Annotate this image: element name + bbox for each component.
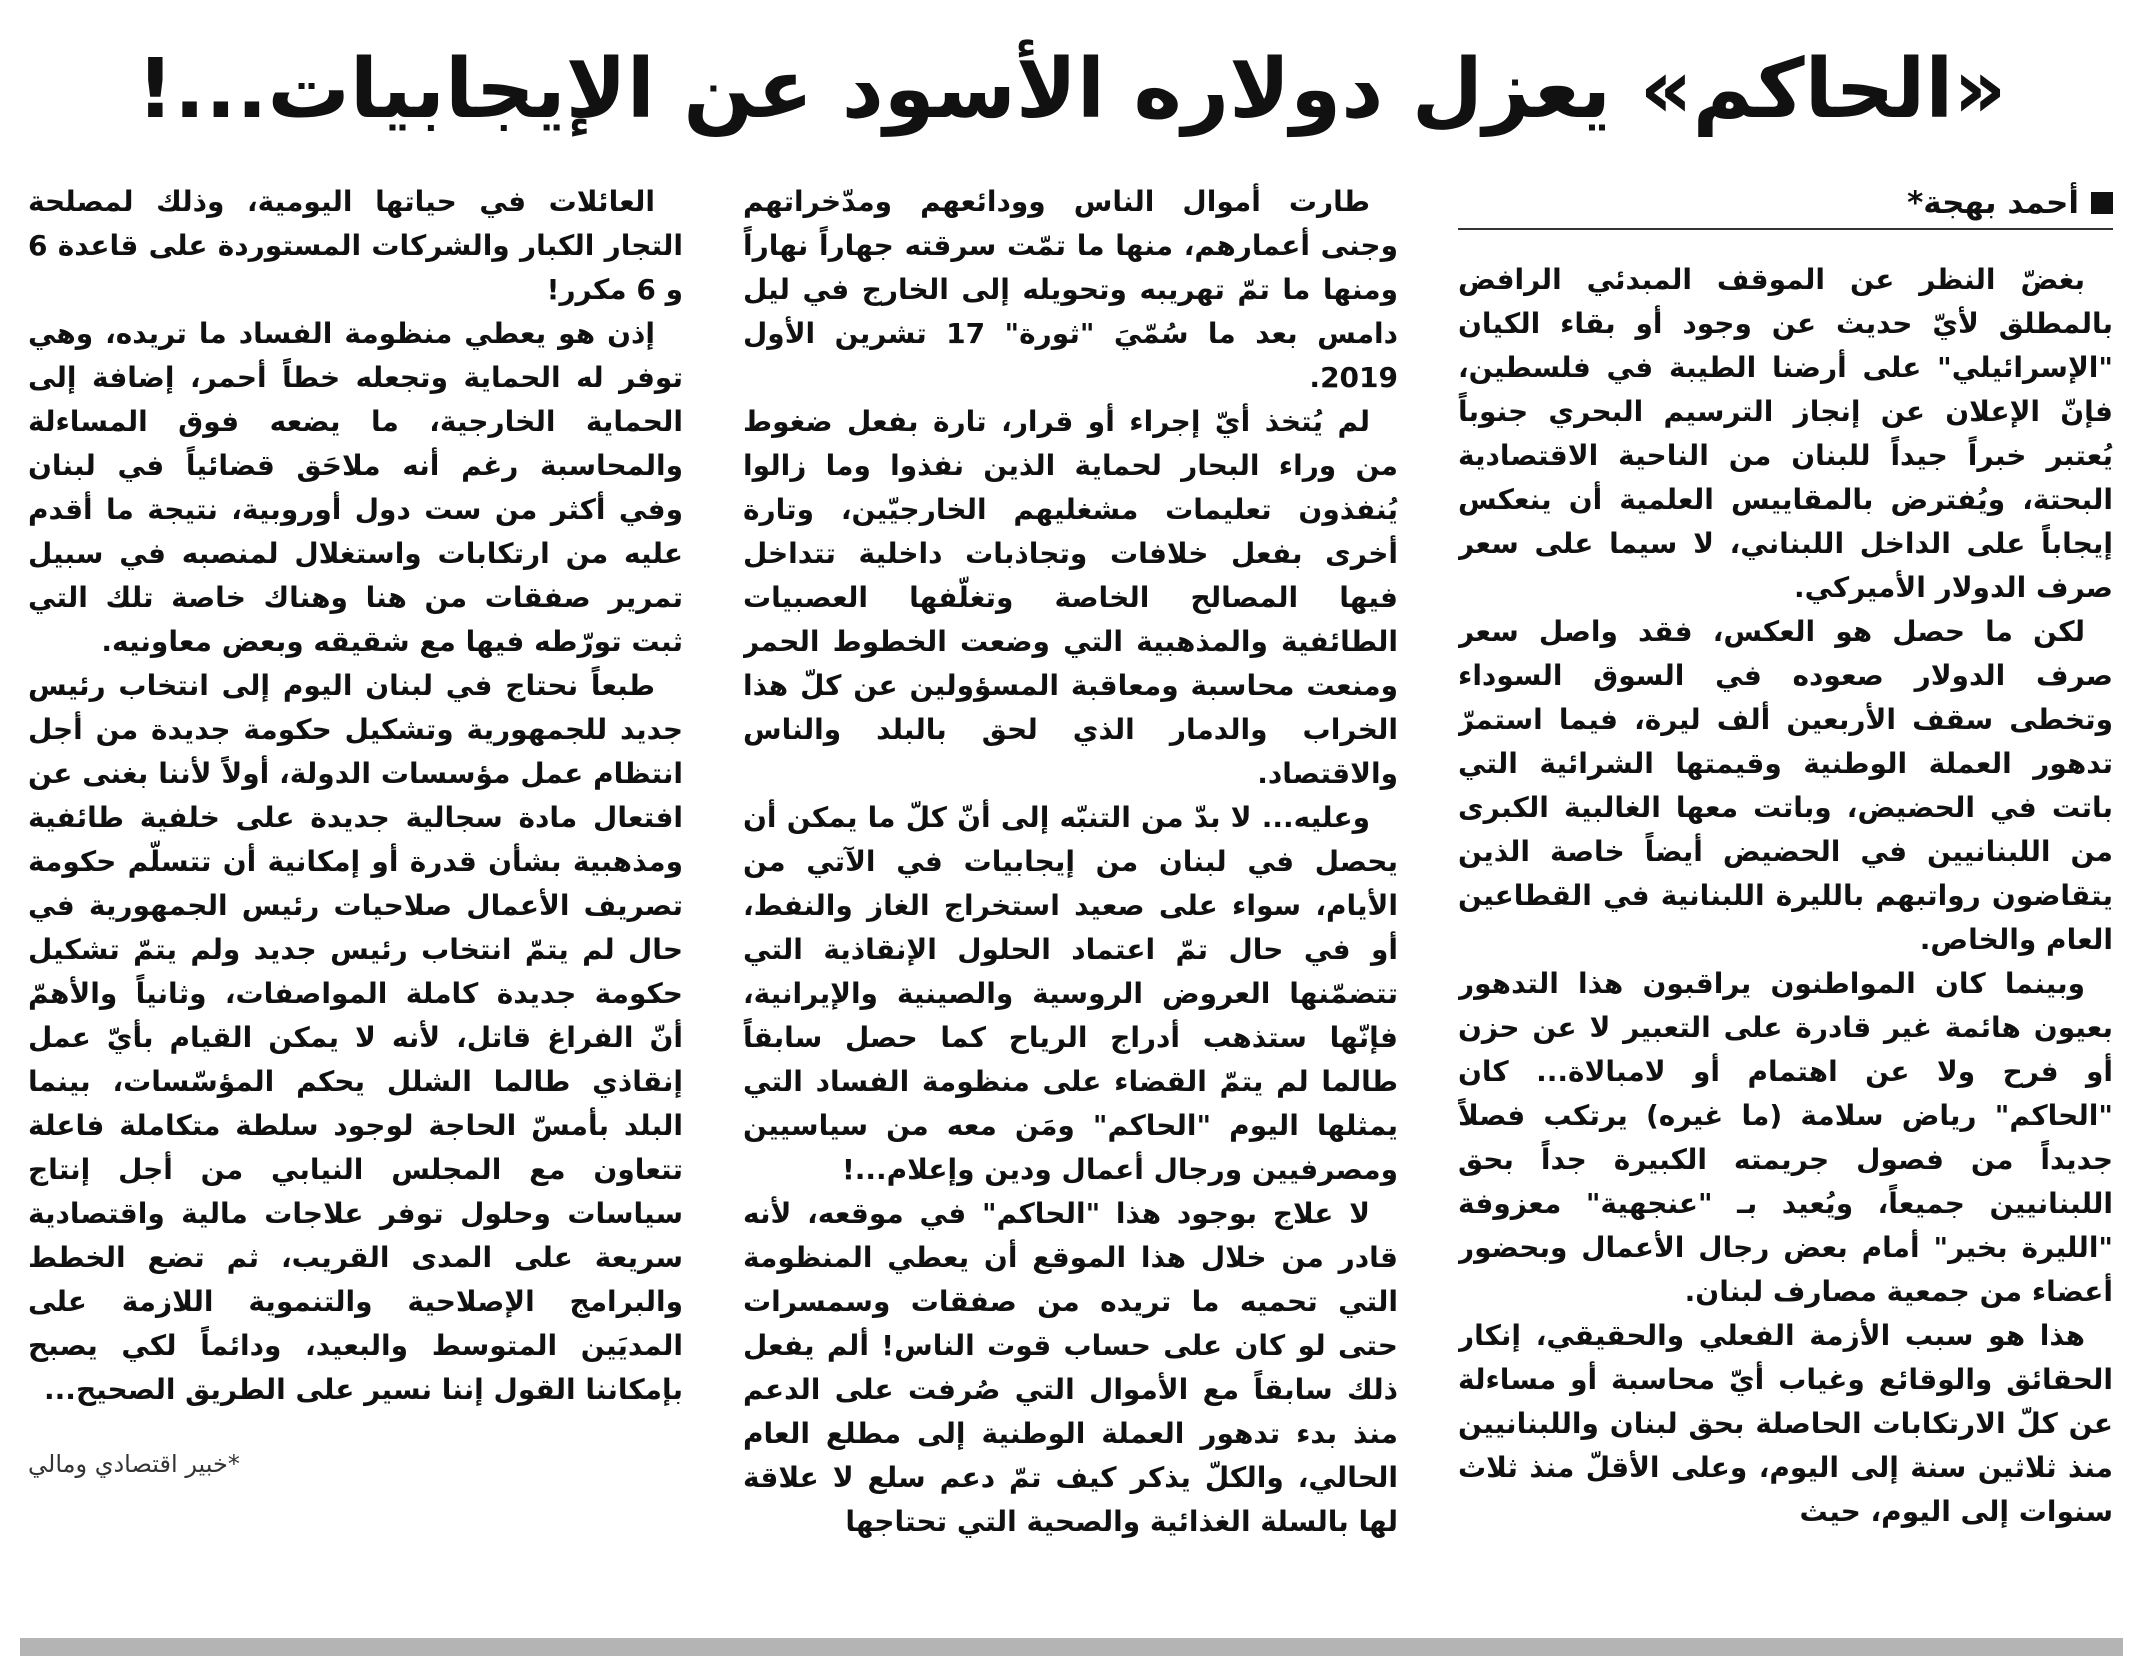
column-right [1458, 180, 2113, 1620]
column-left [28, 180, 683, 1620]
bottom-rule [20, 1638, 2123, 1656]
article-columns [28, 180, 2113, 1620]
author-name: أحمد بهجة* [1907, 185, 2079, 221]
paragraph: وبينما كان المواطنون يراقبون هذا التدهور بعيون هائمة غير قادرة على التعبير لا عن حزن أو فرح ولا عن اهتمام أو لامبالاة... كان "الحاكم" رياض سلامة (ما غيره) يرتكب فصلاً جديداً من فصول جريمته الكبيرة جداً بحق اللبنانيين جميعاً، ويُعيد بـ "عنجهية" معزوفة "الليرة بخير" أمام بعض رجال الأعمال وبحضور أعضاء من جمعية مصارف لبنان. [1458, 967, 2113, 1308]
paragraph: لكن ما حصل هو العكس، فقد واصل سعر صرف الدولار صعوده في السوق السوداء وتخطى سقف الأربعين ألف ليرة، فيما استمرّ تدهور العملة الوطنية وقيمتها الشرائية التي باتت في الحضيض، وباتت معها الغالبية الكبرى من اللبنانيين في الحضيض أيضاً خاصة الذين يتقاضون رواتبهم بالليرة اللبنانية في القطاعين العام والخاص. [1458, 615, 2113, 956]
paragraph: العائلات في حياتها اليومية، وذلك لمصلحة التجار الكبار والشركات المستوردة على قاعدة 6 و 6 مكرر! [28, 185, 683, 306]
paragraph: طارت أموال الناس وودائعهم ومدّخراتهم وجنى أعمارهم، منها ما تمّت سرقته جهاراً نهاراً ومنها ما تمّ تهريبه وتحويله إلى الخارج في ليل دامس بعد ما سُمّيَ "ثورة" 17 تشرين الأول 2019. [743, 185, 1398, 394]
byline-square-icon [2091, 192, 2113, 214]
author-byline [1458, 180, 2113, 230]
paragraph: هذا هو سبب الأزمة الفعلي والحقيقي، إنكار الحقائق والوقائع وغياب أيّ محاسبة أو مساءلة عن كلّ الارتكابات الحاصلة بحق لبنان واللبنانيين منذ ثلاثين سنة إلى اليوم، وعلى الأقلّ منذ ثلاث سنوات إلى اليوم، حيث [1458, 1319, 2113, 1528]
paragraph: إذن هو يعطي منظومة الفساد ما تريده، وهي توفر له الحماية وتجعله خطاً أحمر، إضافة إلى الحماية الخارجية، ما يضعه فوق المساءلة والمحاسبة رغم أنه ملاحَق قضائياً في لبنان وفي أكثر من ست دول أوروبية، نتيجة ما أقدم عليه من ارتكابات واستغلال لمنصبه في سبيل تمرير صفقات من هنا وهناك خاصة تلك التي ثبت تورّطه فيها مع شقيقه وبعض معاونيه. [28, 317, 683, 658]
paragraph: وعليه... لا بدّ من التنبّه إلى أنّ كلّ ما يمكن أن يحصل في لبنان من إيجابيات في الآتي من الأيام، سواء على صعيد استخراج الغاز والنفط، أو في حال تمّ اعتماد الحلول الإنقاذية التي تتضمّنها العروض الروسية والصينية والإيرانية، فإنّها ستذهب أدراج الرياح كما حصل سابقاً طالما لم يتمّ القضاء على منظومة الفساد التي يمثلها اليوم "الحاكم" ومَن معه من سياسيين ومصرفيين ورجال أعمال ودين وإعلام...! [743, 801, 1398, 1186]
article-headline: «الحاكم» يعزل دولاره الأسود عن الإيجابيات...! [136, 42, 2007, 137]
column-middle [743, 180, 1398, 1620]
author-footnote: *خبير اقتصادي ومالي [28, 1450, 240, 1478]
paragraph: طبعاً نحتاج في لبنان اليوم إلى انتخاب رئيس جديد للجمهورية وتشكيل حكومة جديدة من أجل انتظام عمل مؤسسات الدولة، أولاً لأننا بغنى عن افتعال مادة سجالية جديدة على خلفية طائفية ومذهبية بشأن قدرة أو إمكانية أن تتسلّم حكومة تصريف الأعمال صلاحيات رئيس الجمهورية في حال لم يتمّ انتخاب رئيس جديد ولم يتمّ تشكيل حكومة جديدة كاملة المواصفات، وثانياً والأهمّ أنّ الفراغ قاتل، لأنه لا يمكن القيام بأيّ عمل إنقاذي طالما الشلل يحكم المؤسّسات، بينما البلد بأمسّ الحاجة لوجود سلطة متكاملة فاعلة تتعاون مع المجلس النيابي من أجل إنتاج سياسات وحلول توفر علاجات مالية واقتصادية سريعة على المدى القريب، ثم تضع الخطط والبرامج الإصلاحية والتنموية اللازمة على المديَين المتوسط والبعيد، ودائماً لكي يصبح بإمكاننا القول إننا نسير على الطريق الصحيح... [28, 669, 683, 1406]
paragraph: لم يُتخذ أيّ إجراء أو قرار، تارة بفعل ضغوط من وراء البحار لحماية الذين نفذوا وما زالوا يُنفذون تعليمات مشغليهم الخارجيّين، وتارة أخرى بفعل خلافات وتجاذبات داخلية تتداخل فيها المصالح الخاصة وتغلّفها العصبيات الطائفية والمذهبية التي وضعت الخطوط الحمر ومنعت محاسبة ومعاقبة المسؤولين عن كلّ هذا الخراب والدمار الذي لحق بالبلد والناس والاقتصاد. [743, 405, 1398, 790]
paragraph: لا علاج بوجود هذا "الحاكم" في موقعه، لأنه قادر من خلال هذا الموقع أن يعطي المنظومة التي تحميه ما تريده من صفقات وسمسرات حتى لو كان على حساب قوت الناس! ألم يفعل ذلك سابقاً مع الأموال التي صُرفت على الدعم منذ بدء تدهور العملة الوطنية إلى مطلع العام الحالي، والكلّ يذكر كيف تمّ دعم سلع لا علاقة لها بالسلة الغذائية والصحية التي تحتاجها [743, 1197, 1398, 1538]
paragraph: بغضّ النظر عن الموقف المبدئي الرافض بالمطلق لأيّ حديث عن وجود أو بقاء الكيان "الإسرائيلي" على أرضنا الطيبة في فلسطين، فإنّ الإعلان عن إنجاز الترسيم البحري جنوباً يُعتبر خبراً جيداً للبنان من الناحية الاقتصادية البحتة، ويُفترض بالمقاييس العلمية أن ينعكس إيجاباً على الداخل اللبناني، لا سيما على سعر صرف الدولار الأميركي. [1458, 263, 2113, 604]
